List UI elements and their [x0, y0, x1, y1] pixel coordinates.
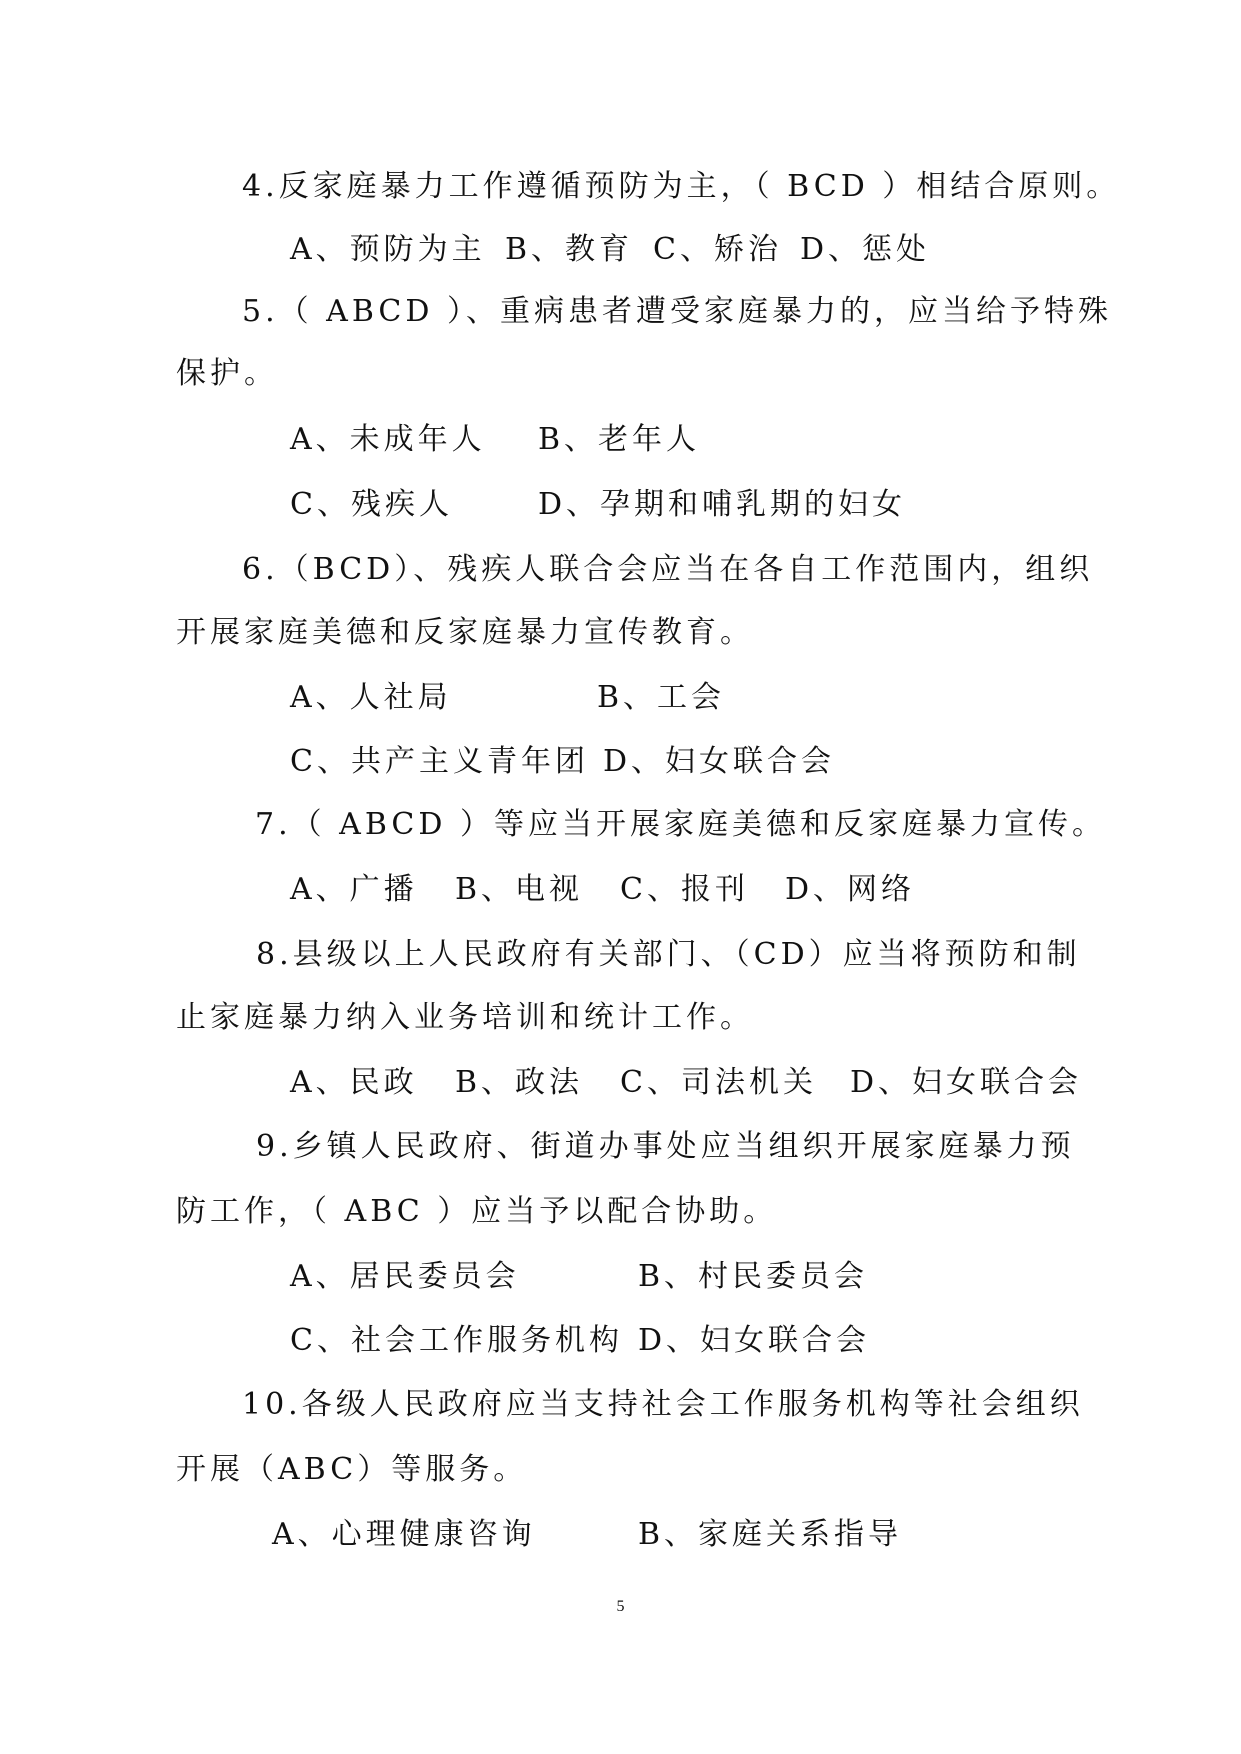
q6-option-d: D、妇女联合会: [603, 744, 836, 779]
q9-option-c: C、社会工作服务机构: [290, 1323, 623, 1358]
q7-option-b: B、电视: [455, 872, 584, 907]
q9-option-b: B、村民委员会: [638, 1259, 869, 1294]
q8-option-a: A、民政: [290, 1065, 418, 1100]
page-number: 5: [616, 1598, 625, 1615]
q8-option-c: C、司法机关: [620, 1065, 817, 1100]
q7-option-d: D、网络: [785, 872, 916, 907]
q9-stem-line1: 9.乡镇人民政府、街道办事处应当组织开展家庭暴力预: [256, 1129, 1075, 1164]
q7-stem-line1: 7.（ ABCD ）等应当开展家庭美德和反家庭暴力宣传。: [255, 807, 1106, 842]
q10-option-b: B、家庭关系指导: [638, 1517, 903, 1552]
q4-option-c: C、矫治: [653, 232, 782, 267]
q5-stem-line2: 保护。: [176, 356, 278, 391]
q5-option-c: C、残疾人: [290, 487, 453, 522]
q9-option-d: D、妇女联合会: [638, 1323, 871, 1358]
q7-option-a: A、广播: [290, 872, 418, 907]
q9-stem-line2: 防工作，（ ABC ）应当予以配合协助。: [176, 1194, 778, 1229]
q8-option-b: B、政法: [455, 1065, 584, 1100]
q6-stem-line2: 开展家庭美德和反家庭暴力宣传教育。: [176, 615, 754, 650]
q5-option-b: B、老年人: [538, 422, 701, 457]
q8-stem-line1: 8.县级以上人民政府有关部门、（CD）应当将预防和制: [256, 937, 1081, 972]
q10-option-a: A、心理健康咨询: [272, 1517, 536, 1552]
q6-option-b: B、工会: [597, 680, 726, 715]
q10-stem-line1: 10.各级人民政府应当支持社会工作服务机构等社会组织: [242, 1387, 1084, 1422]
q10-stem-line2: 开展（ABC）等服务。: [176, 1452, 528, 1487]
q8-option-d: D、妇女联合会: [850, 1065, 1083, 1100]
q8-stem-line2: 止家庭暴力纳入业务培训和统计工作。: [176, 1000, 754, 1035]
q4-option-a: A、预防为主: [290, 232, 486, 267]
q7-option-c: C、报刊: [620, 872, 749, 907]
q5-stem-line1: 5.（ ABCD ）、重病患者遭受家庭暴力的，应当给予特殊: [242, 294, 1112, 329]
q4-option-d: D、惩处: [800, 232, 931, 267]
q6-stem-line1: 6.（BCD）、残疾人联合会应当在各自工作范围内，组织: [242, 552, 1094, 587]
q5-option-a: A、未成年人: [290, 422, 486, 457]
q5-option-d: D、孕期和哺乳期的妇女: [538, 487, 907, 522]
q9-option-a: A、居民委员会: [290, 1259, 520, 1294]
q6-option-a: A、人社局: [290, 680, 452, 715]
q4-option-b: B、教育: [505, 232, 634, 267]
q6-option-c: C、共产主义青年团: [290, 744, 589, 779]
q4-stem-line1: 4.反家庭暴力工作遵循预防为主，（ BCD ）相结合原则。: [242, 169, 1121, 204]
